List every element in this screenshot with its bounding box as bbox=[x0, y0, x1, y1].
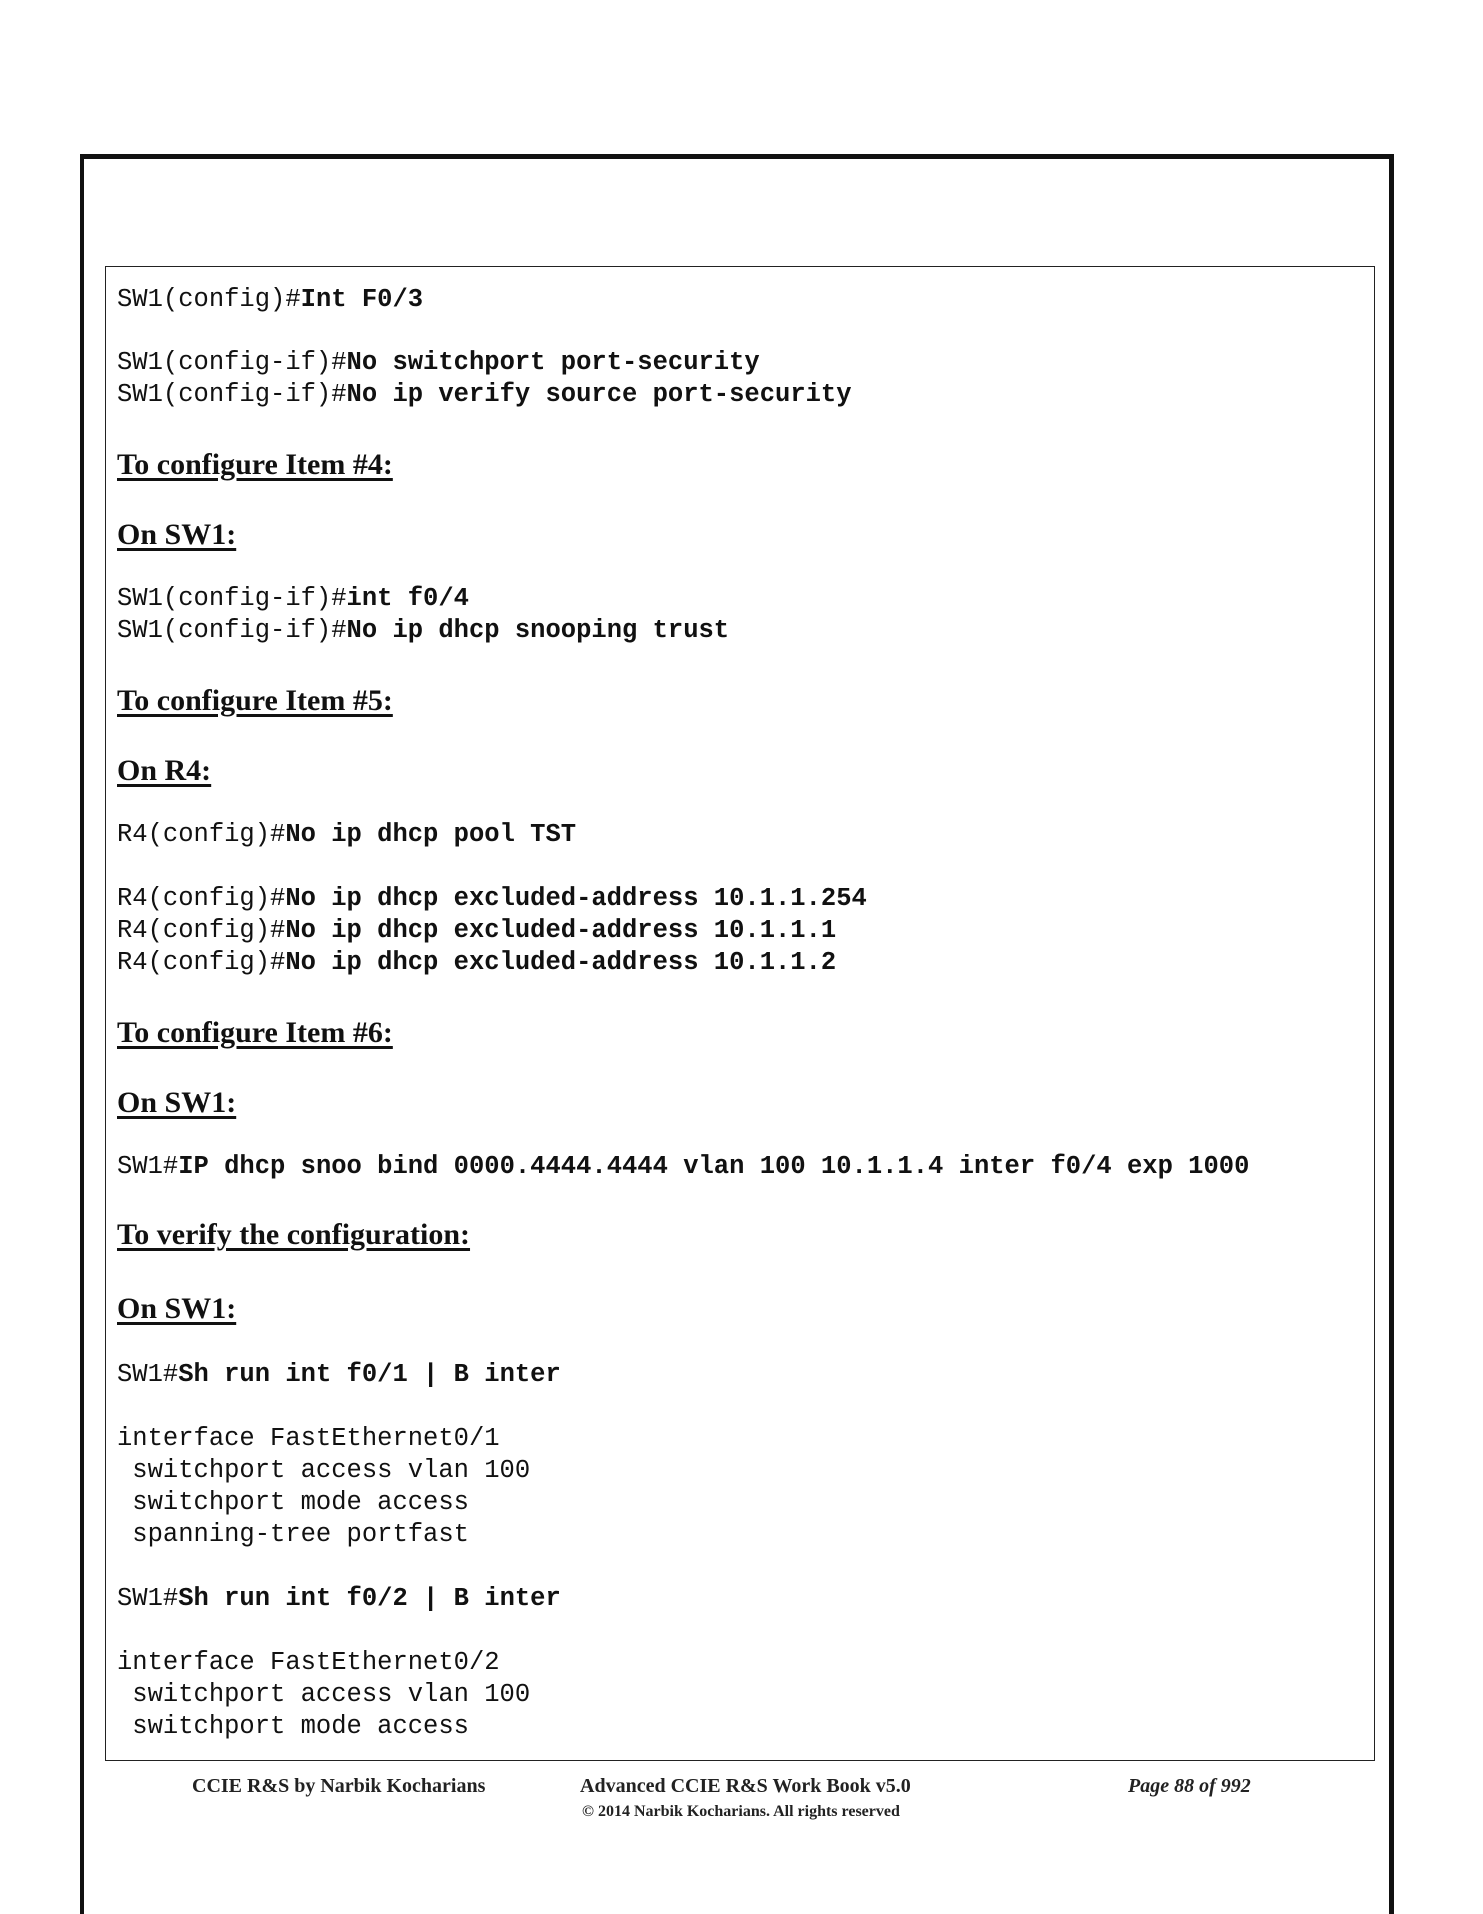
cli-command: Sh run int f0/1 | B inter bbox=[178, 1360, 561, 1389]
cli-command: No ip dhcp snooping trust bbox=[346, 616, 730, 645]
cli-prompt: R4(config)# bbox=[117, 948, 286, 977]
cli-command: No ip dhcp pool TST bbox=[285, 820, 577, 849]
cli-command: No ip dhcp excluded-address 10.1.1.1 bbox=[285, 916, 837, 945]
command-line bbox=[117, 884, 867, 914]
section-heading: To configure Item #5: bbox=[117, 684, 393, 717]
cli-prompt: SW1(config-if)# bbox=[117, 380, 347, 409]
footer-book-title: Advanced CCIE R&S Work Book v5.0 bbox=[580, 1775, 911, 1797]
cli-command: No switchport port-security bbox=[346, 348, 760, 377]
cli-prompt: R4(config)# bbox=[117, 884, 286, 913]
cli-prompt: R4(config)# bbox=[117, 916, 286, 945]
cli-command: IP dhcp snoo bind 0000.4444.4444 vlan 100 10.1.1.4 inter f0/4 exp 1000 bbox=[178, 1152, 1250, 1181]
cli-prompt: SW1# bbox=[117, 1584, 179, 1613]
output-line: interface FastEthernet0/2 bbox=[117, 1648, 500, 1677]
command-line bbox=[117, 285, 423, 315]
command-line bbox=[117, 1584, 561, 1614]
output-line: interface FastEthernet0/1 bbox=[117, 1424, 500, 1453]
cli-prompt: R4(config)# bbox=[117, 820, 286, 849]
command-line bbox=[117, 380, 852, 410]
footer-copyright: © 2014 Narbik Kocharians. All rights reserved bbox=[582, 1803, 900, 1820]
section-heading: On SW1: bbox=[117, 518, 237, 551]
cli-prompt: SW1(config-if)# bbox=[117, 616, 347, 645]
section-heading: To configure Item #4: bbox=[117, 448, 393, 481]
cli-prompt: SW1(config)# bbox=[117, 285, 301, 314]
section-heading: To configure Item #6: bbox=[117, 1016, 393, 1049]
output-line: switchport mode access bbox=[117, 1712, 469, 1741]
cli-command: No ip dhcp excluded-address 10.1.1.254 bbox=[285, 884, 867, 913]
footer-author: CCIE R&S by Narbik Kocharians bbox=[192, 1775, 486, 1797]
command-line bbox=[117, 1152, 1249, 1182]
command-line bbox=[117, 916, 836, 946]
command-line bbox=[117, 1360, 561, 1390]
cli-command: No ip verify source port-security bbox=[346, 380, 852, 409]
cli-prompt: SW1(config-if)# bbox=[117, 584, 347, 613]
output-line: switchport mode access bbox=[117, 1488, 469, 1517]
cli-prompt: SW1# bbox=[117, 1152, 179, 1181]
section-heading: To verify the configuration: bbox=[117, 1218, 471, 1251]
cli-prompt: SW1# bbox=[117, 1360, 179, 1389]
footer-page-number: Page 88 of 992 bbox=[1128, 1775, 1251, 1797]
cli-command: No ip dhcp excluded-address 10.1.1.2 bbox=[285, 948, 837, 977]
command-line bbox=[117, 948, 836, 978]
cli-command: Int F0/3 bbox=[300, 285, 424, 314]
command-line bbox=[117, 820, 576, 850]
cli-prompt: SW1(config-if)# bbox=[117, 348, 347, 377]
section-heading: On SW1: bbox=[117, 1086, 237, 1119]
output-line: switchport access vlan 100 bbox=[117, 1456, 531, 1485]
cli-command: Sh run int f0/2 | B inter bbox=[178, 1584, 561, 1613]
command-line bbox=[117, 348, 760, 378]
output-line: switchport access vlan 100 bbox=[117, 1680, 531, 1709]
output-line: spanning-tree portfast bbox=[117, 1520, 469, 1549]
command-line bbox=[117, 584, 469, 614]
section-heading: On SW1: bbox=[117, 1292, 237, 1325]
command-line bbox=[117, 616, 729, 646]
cli-command: int f0/4 bbox=[346, 584, 469, 613]
section-heading: On R4: bbox=[117, 754, 212, 787]
